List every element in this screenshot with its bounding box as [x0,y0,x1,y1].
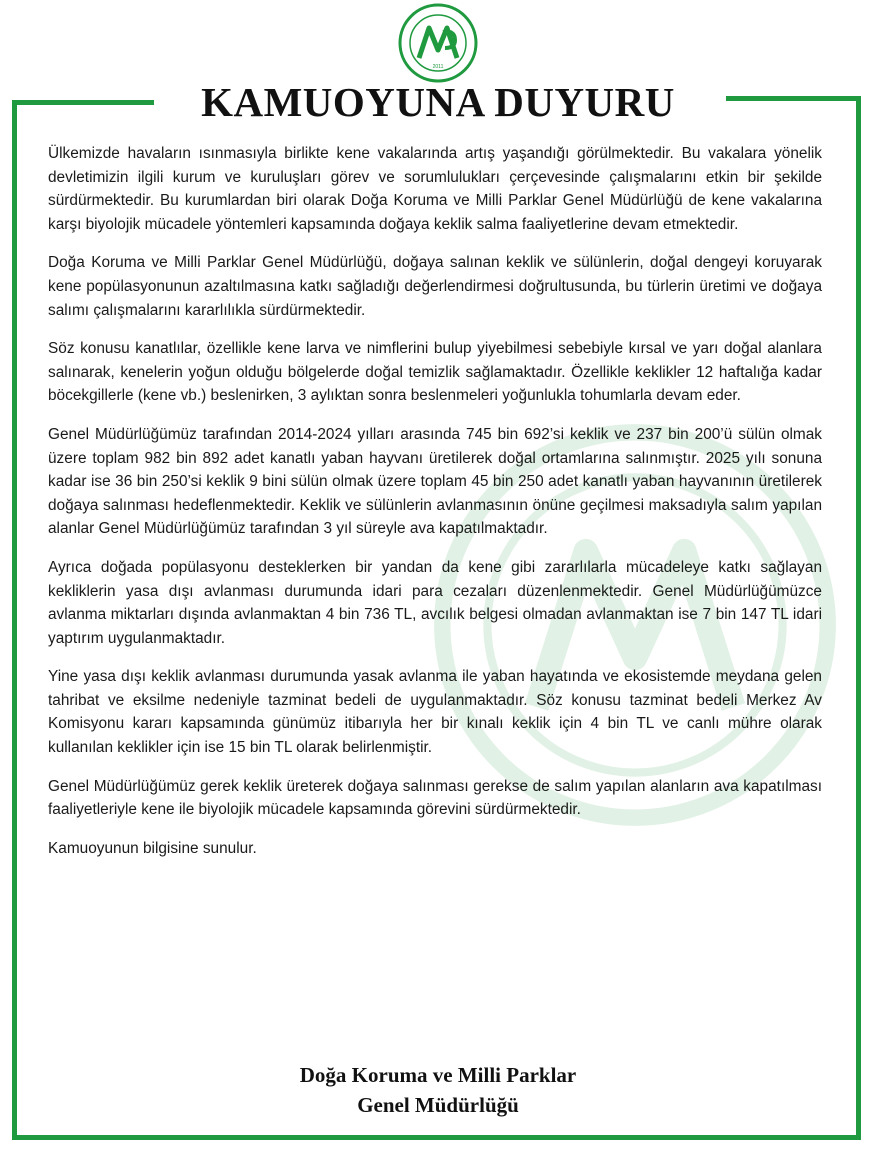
frame-left-border [12,100,17,1140]
paragraph-3: Söz konusu kanatlılar, özellikle kene larva ve nimflerini bulup yiyebilmesi sebebiyle kırsal ve yarı doğal alanlara salınarak, kenelerin yoğun olduğu bölgelerde doğal temizlik sağlamaktadır. Özellikle keklikler 12 haftalığa kadar böcekgillerle (kene vb.) beslenirken, 3 aylıktan sonra beslenmeleri yoğunlukla tohumlarla devam eder. [48,340,822,405]
paragraph-2: Doğa Koruma ve Milli Parklar Genel Müdürlüğü, doğaya salınan keklik ve sülünlerin, doğal dengeyi koruyarak kene popülasyonunun azaltılmasına katkı sağladığı değerlendirmesi doğrultusunda, bu türlerin üretimi ve doğaya salımı çalışmalarını kararlılıkla sürdürmektedir. [48,254,822,319]
paragraph-5: Ayrıca doğada popülasyonu desteklerken bir yandan da kene gibi zararlılarla mücadeleye katkı sağlayan kekliklerin yasa dışı avlanması durumunda idari para cezaları düzenlenmektedir. Genel Müdürlüğümüzce avlanma miktarları dışında avlanmaktan 4 bin 736 TL, avcılık belgesi olmadan avlanmaktan ise 7 bin 147 TL idari yaptırım uygulanmaktadır. [48,558,822,647]
signature-line-1: Doğa Koruma ve Milli Parklar [299,1063,577,1087]
signature-line-2: Genel Müdürlüğü [357,1093,519,1117]
frame-top-right-border [726,96,861,101]
paragraph-7: Genel Müdürlüğümüz gerek keklik üreterek doğaya salınması gerekse de salım yapılan alanların ava kapatılması faaliyetleriyle kene ile biyolojik mücadele kapsamında görevini sürdürmektedir. [48,777,822,819]
svg-text:2011: 2011 [432,64,444,70]
announcement-body [48,142,822,868]
page-title: KAMUOYUNA DUYURU [201,79,675,125]
frame-right-border [856,96,861,1140]
paragraph-6: Yine yasa dışı keklik avlanması durumunda yasak avlanma ile yaban hayatında ve ekosistemde meydana gelen tahribat ve eksilme nedeniyle tazminat bedeli de uygulanmaktadır. Söz konusu tazminat bedeli Merkez Av Komisyonu kararı kapsamında günümüz itibarıyla her bir kınalı keklik için 4 bin TL ve canlı mühre olarak kullanılan keklikler için ise 15 bin TL olarak belirlenmiştir. [48,668,822,757]
ministry-logo [397,2,479,84]
frame-bottom-border [12,1135,861,1140]
signature-block [0,1060,876,1120]
paragraph-1: Ülkemizde havaların ısınmasıyla birlikte kene vakalarında artış yaşandığı görülmektedir. Bu vakalara yönelik devletimizin ilgili kurum ve kuruluşları görev ve sorumlulukları çerçevesinde çalışmalarını etkin bir şekilde sürdürmektedir. Bu kurumlardan biri olarak Doğa Koruma ve Milli Parklar Genel Müdürlüğü de kene vakalarına karşı biyolojik mücadele yöntemleri kapsamında doğaya keklik salma faaliyetlerine devam etmektedir. [48,145,822,233]
frame-top-left-border [12,100,154,105]
closing-line: Kamuoyunun bilgisine sunulur. [48,839,257,857]
paragraph-4: Genel Müdürlüğümüz tarafından 2014-2024 yılları arasında 745 bin 692’si keklik ve 237 bin 200’ü sülün olmak üzere toplam 982 bin 892 adet kanatlı yaban hayvanı üretilerek doğal ortamlarına salınmıştır. 2025 yılı sonuna kadar ise 36 bin 250’si keklik 9 bini sülün olmak üzere toplam 45 bin 250 adet kanatlı yaban hayvanının üretilerek doğaya salınması hedeflenmektedir. Keklik ve sülünlerin avlanmasının önüne geçilmesi maksadıyla salım yapılan alanlar Genel Müdürlüğümüz tarafından 3 yıl süreyle ava kapatılmaktadır. [48,425,822,538]
